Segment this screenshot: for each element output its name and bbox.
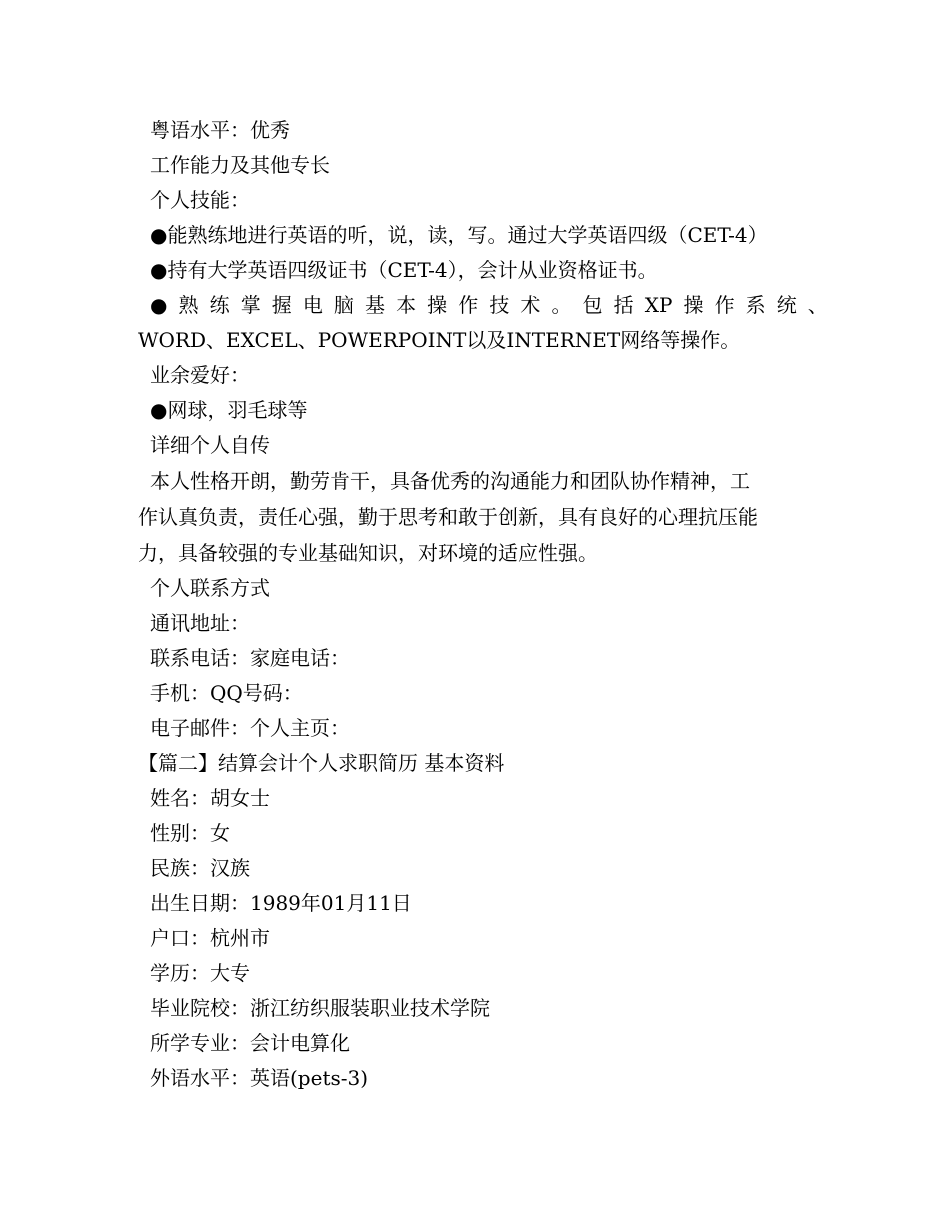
contact-email: 电子邮件：个人主页： (150, 716, 350, 740)
info-education: 学历：大专 (150, 961, 250, 985)
contact-address: 通讯地址： (150, 611, 250, 635)
bio-line-2: 作认真负责，责任心强，勤于思考和敢于创新，具有良好的心理抗压能 (138, 505, 758, 529)
section2-title: 【篇二】结算会计个人求职简历 基本资料 (138, 751, 505, 775)
info-gender: 性别：女 (150, 821, 230, 845)
info-major: 所学专业：会计电算化 (150, 1031, 350, 1055)
skill-english: ●能熟练地进行英语的听，说，读，写。通过大学英语四级（CET-4） (150, 223, 768, 247)
hobby-label: 业余爱好： (150, 363, 250, 387)
bio-heading: 详细个人自传 (150, 433, 270, 457)
contact-phone: 联系电话：家庭电话： (150, 646, 350, 670)
hobby-item: ●网球，羽毛球等 (150, 398, 308, 422)
cantonese-level: 粤语水平：优秀 (150, 118, 290, 142)
info-ethnicity: 民族：汉族 (150, 856, 250, 880)
bio-line-1: 本人性格开朗，勤劳肯干，具备优秀的沟通能力和团队协作精神，工 (150, 469, 750, 493)
bio-line-3: 力，具备较强的专业基础知识，对环境的适应性强。 (138, 541, 598, 565)
document-body (138, 113, 828, 1096)
info-hukou: 户口：杭州市 (150, 926, 270, 950)
skill-computer-line1: ● 熟 练 掌 握 电 脑 基 本 操 作 技 术 。 包 括 XP 操 作 系 统 、 (150, 293, 828, 317)
skills-heading: 工作能力及其他专长 (150, 153, 330, 177)
info-language: 外语水平：英语(pets-3) (150, 1066, 369, 1090)
info-school: 毕业院校：浙江纺织服装职业技术学院 (150, 996, 490, 1020)
info-birthdate: 出生日期：1989年01月11日 (150, 891, 412, 915)
contact-heading: 个人联系方式 (150, 576, 270, 600)
skill-certificates: ●持有大学英语四级证书（CET-4），会计从业资格证书。 (150, 258, 658, 282)
personal-skills-label: 个人技能： (150, 188, 250, 212)
contact-mobile: 手机：QQ号码： (150, 681, 303, 705)
info-name: 姓名：胡女士 (150, 786, 270, 810)
skill-computer-line2: WORD、EXCEL、POWERPOINT以及INTERNET网络等操作。 (138, 328, 741, 352)
